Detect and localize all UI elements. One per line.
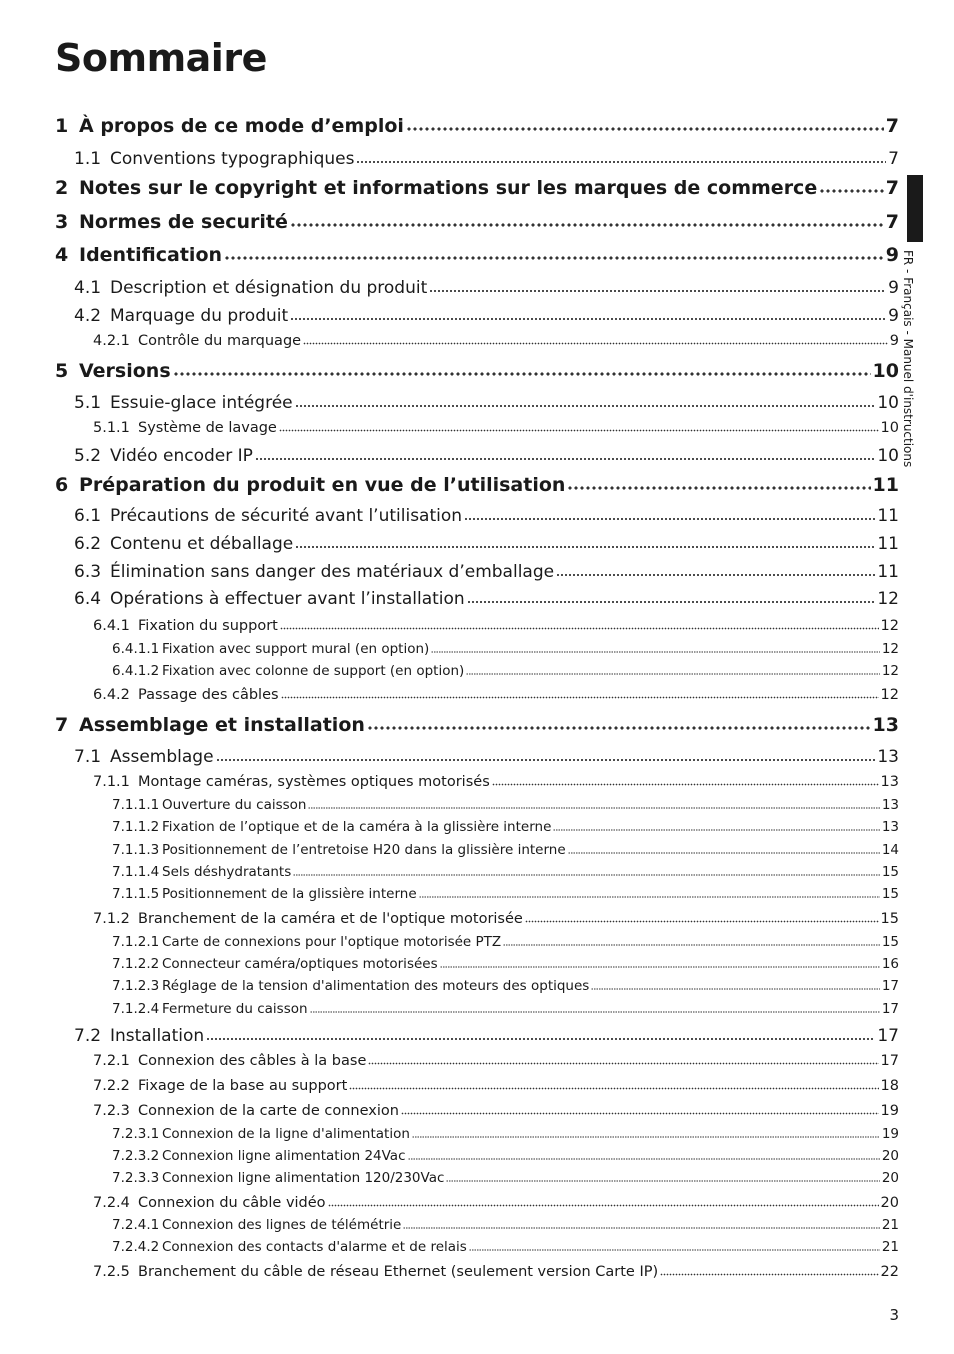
toc-entry-page: 16 — [881, 956, 899, 972]
toc-entry-number: 4.2 — [74, 306, 102, 326]
toc-entry-number: 5.2 — [74, 446, 102, 466]
toc-entry-page: 10 — [880, 420, 899, 436]
toc-dot-leader — [295, 541, 875, 549]
toc-dot-leader — [492, 780, 879, 786]
toc-entry-number: 4.2.1 — [93, 333, 130, 349]
toc-dot-leader — [467, 596, 876, 604]
toc-dot-leader — [224, 251, 884, 261]
toc-entry-number: 7.1 — [74, 747, 102, 767]
toc-entry[interactable] — [93, 1104, 899, 1119]
toc-entry[interactable] — [93, 775, 899, 790]
toc-entry-label: Préparation du produit en vue de l’utilisation — [79, 474, 566, 496]
toc-entry-page: 20 — [880, 1195, 899, 1211]
toc-entry-page: 12 — [880, 687, 899, 703]
toc-dot-leader — [419, 893, 880, 898]
side-language-label: FR - Français - Manuel d'instructions — [901, 250, 915, 468]
toc-entry-label: Essuie-glace intégrée — [110, 393, 293, 413]
toc-entry-number: 7.1.1 — [93, 774, 130, 790]
toc-dot-leader — [368, 1059, 878, 1065]
toc-entry[interactable] — [112, 980, 899, 994]
toc-entry-number: 7.1.2.1 — [112, 934, 160, 950]
toc-entry-label: Fixation de l’optique et de la caméra à la glissière interne — [162, 819, 552, 835]
toc-entry-number: 7.2.2 — [93, 1078, 130, 1094]
toc-entry-number: 7.2.3.2 — [112, 1148, 160, 1164]
toc-dot-leader — [591, 985, 879, 990]
toc-entry[interactable] — [112, 799, 899, 813]
toc-entry-label: Ouverture du caisson — [162, 797, 307, 813]
toc-entry-page: 13 — [880, 774, 899, 790]
toc-dot-leader — [290, 218, 884, 228]
toc-entry-label: Normes de securité — [79, 211, 288, 233]
toc-entry-label: Passage des câbles — [138, 687, 279, 703]
toc-entry-number: 6.3 — [74, 562, 102, 582]
toc-entry[interactable] — [55, 476, 899, 495]
toc-entry-label: Connecteur caméra/optiques motorisées — [162, 956, 438, 972]
toc-entry[interactable] — [74, 395, 899, 412]
toc-dot-leader — [303, 339, 888, 345]
toc-entry-page: 13 — [877, 747, 899, 767]
toc-entry-label: Connexion ligne alimentation 120/230Vac — [162, 1170, 445, 1186]
toc-entry-number: 7.1.1.5 — [112, 886, 160, 902]
toc-entry[interactable] — [55, 246, 899, 265]
toc-entry-page: 12 — [877, 589, 899, 609]
toc-entry-page: 17 — [881, 1001, 899, 1017]
toc-dot-leader — [401, 1109, 879, 1115]
toc-entry[interactable] — [74, 508, 899, 525]
toc-dot-leader — [367, 721, 871, 731]
toc-entry-page: 13 — [881, 797, 899, 813]
toc-entry-page: 10 — [877, 393, 899, 413]
toc-entry-label: Système de lavage — [138, 420, 277, 436]
toc-dot-leader — [293, 871, 880, 876]
toc-entry[interactable] — [93, 1265, 899, 1280]
toc-entry-page: 10 — [872, 360, 899, 382]
toc-dot-leader — [255, 453, 875, 461]
toc-entry[interactable] — [55, 213, 899, 232]
toc-entry-number: 1 — [55, 115, 69, 137]
toc-entry-label: Connexion ligne alimentation 24Vac — [162, 1148, 406, 1164]
toc-entry-number: 7.1.2.2 — [112, 956, 160, 972]
toc-entry-label: Connexion des lignes de télémétrie — [162, 1217, 402, 1233]
toc-dot-leader — [568, 849, 880, 854]
toc-entry[interactable] — [112, 888, 899, 902]
toc-dot-leader — [429, 285, 886, 293]
toc-entry-number: 5.1 — [74, 393, 102, 413]
toc-entry-page: 15 — [881, 934, 899, 950]
toc-entry-page: 9 — [889, 333, 899, 349]
toc-entry[interactable] — [55, 362, 899, 381]
toc-dot-leader — [279, 426, 879, 432]
toc-entry-page: 11 — [872, 474, 899, 496]
toc-entry-label: Branchement du câble de réseau Ethernet (seulement version Carte IP) — [138, 1264, 659, 1280]
toc-entry[interactable] — [112, 866, 899, 880]
toc-entry-number: 6.4.1.2 — [112, 663, 160, 679]
toc-dot-leader — [525, 917, 879, 923]
toc-dot-leader — [553, 826, 879, 831]
toc-entry-label: Vidéo encoder IP — [110, 446, 253, 466]
toc-entry-label: Contrôle du marquage — [138, 333, 302, 349]
toc-entry[interactable] — [112, 936, 899, 950]
toc-entry[interactable] — [112, 1172, 899, 1186]
toc-entry-page: 14 — [881, 842, 899, 858]
toc-entry-page: 21 — [881, 1239, 899, 1255]
toc-entry-label: Sels déshydratants — [162, 864, 292, 880]
toc-entry[interactable] — [112, 844, 899, 858]
toc-entry[interactable] — [74, 151, 899, 168]
toc-dot-leader — [310, 1008, 880, 1013]
toc-entry[interactable] — [74, 564, 899, 581]
toc-entry-page: 19 — [880, 1103, 899, 1119]
toc-entry-label: Branchement de la caméra et de l'optique motorisée — [138, 911, 523, 927]
toc-dot-leader — [466, 670, 880, 675]
toc-dot-leader — [412, 1133, 880, 1138]
toc-entry-label: Versions — [79, 360, 171, 382]
toc-entry[interactable] — [74, 308, 899, 325]
toc-entry-label: Connexion des contacts d'alarme et de relais — [162, 1239, 467, 1255]
toc-entry-label: Positionnement de l’entretoise H20 dans la glissière interne — [162, 842, 566, 858]
toc-dot-leader — [567, 481, 870, 491]
toc-dot-leader — [290, 313, 886, 321]
toc-entry-page: 9 — [888, 306, 899, 326]
toc-entry-number: 6.4.1 — [93, 618, 130, 634]
toc-dot-leader — [556, 569, 875, 577]
toc-entry-page: 13 — [881, 819, 899, 835]
toc-entry[interactable] — [93, 688, 899, 703]
toc-dot-leader — [349, 1084, 878, 1090]
toc-entry-page: 17 — [881, 978, 899, 994]
toc-entry-number: 2 — [55, 177, 69, 199]
toc-entry-number: 5 — [55, 360, 69, 382]
toc-entry-page: 20 — [881, 1148, 899, 1164]
toc-dot-leader — [295, 400, 876, 408]
toc-entry-number: 7.1.2.4 — [112, 1001, 160, 1017]
toc-entry[interactable] — [112, 1128, 899, 1142]
toc-entry-label: Élimination sans danger des matériaux d’emballage — [110, 562, 555, 582]
toc-entry-label: Connexion du câble vidéo — [138, 1195, 326, 1211]
toc-entry[interactable] — [93, 421, 899, 436]
toc-entry-page: 11 — [877, 562, 899, 582]
toc-dot-leader — [403, 1224, 879, 1229]
toc-entry-page: 9 — [888, 278, 899, 298]
toc-dot-leader — [469, 1246, 880, 1251]
toc-entry-number: 7.2.3 — [93, 1103, 130, 1119]
toc-entry-number: 1.1 — [74, 149, 102, 169]
toc-entry-number: 6.4.1.1 — [112, 641, 160, 657]
toc-entry-page: 18 — [880, 1078, 899, 1094]
toc-entry[interactable] — [93, 1054, 899, 1069]
toc-entry-label: Positionnement de la glissière interne — [162, 886, 417, 902]
toc-entry-number: 7.1.1.2 — [112, 819, 160, 835]
toc-entry-page: 21 — [881, 1217, 899, 1233]
toc-entry-number: 7.2.4 — [93, 1195, 130, 1211]
toc-dot-leader — [356, 156, 886, 164]
toc-entry[interactable] — [93, 1196, 899, 1211]
toc-entry[interactable] — [112, 958, 899, 972]
toc-entry-number: 6.1 — [74, 506, 102, 526]
toc-dot-leader — [408, 1155, 880, 1160]
toc-entry-number: 7.2.5 — [93, 1264, 130, 1280]
toc-entry-number: 7.2.4.2 — [112, 1239, 160, 1255]
toc-entry[interactable] — [93, 334, 899, 349]
toc-entry-label: Fixation avec colonne de support (en option) — [162, 663, 465, 679]
toc-entry[interactable] — [74, 749, 899, 766]
toc-entry-number: 3 — [55, 211, 69, 233]
toc-entry[interactable] — [74, 536, 899, 553]
toc-entry-page: 11 — [877, 534, 899, 554]
toc-dot-leader — [173, 367, 871, 377]
toc-entry[interactable] — [74, 280, 899, 297]
toc-entry-label: Conventions typographiques — [110, 149, 355, 169]
toc-entry-number: 7.2 — [74, 1026, 102, 1046]
toc-entry-number: 6.4.2 — [93, 687, 130, 703]
toc-dot-leader — [446, 1177, 879, 1182]
toc-entry-page: 12 — [881, 663, 899, 679]
toc-entry[interactable] — [74, 448, 899, 465]
toc-dot-leader — [503, 941, 880, 946]
toc-entry-number: 5.1.1 — [93, 420, 130, 436]
toc-dot-leader — [440, 963, 880, 968]
toc-entry-page: 22 — [880, 1264, 899, 1280]
toc-entry-label: Fermeture du caisson — [162, 1001, 308, 1017]
toc-entry-label: Fixage de la base au support — [138, 1078, 348, 1094]
toc-entry-label: Connexion de la carte de connexion — [138, 1103, 399, 1119]
toc-entry[interactable] — [93, 1079, 899, 1094]
toc-entry-page: 12 — [881, 641, 899, 657]
toc-entry-number: 7.1.1.3 — [112, 842, 160, 858]
toc-entry-number: 7 — [55, 714, 69, 736]
toc-entry-label: Notes sur le copyright et informations sur les marques de commerce — [79, 177, 818, 199]
toc-entry-label: Fixation du support — [138, 618, 278, 634]
toc-entry-label: Réglage de la tension d'alimentation des moteurs des optiques — [162, 978, 590, 994]
toc-entry-number: 7.2.3.3 — [112, 1170, 160, 1186]
toc-entry[interactable] — [112, 1003, 899, 1017]
toc-entry[interactable] — [93, 912, 899, 927]
toc-entry[interactable] — [93, 619, 899, 634]
toc-entry[interactable] — [74, 591, 899, 608]
toc-entry-page: 7 — [885, 177, 899, 199]
toc-dot-leader — [280, 624, 879, 630]
toc-entry-page: 15 — [880, 911, 899, 927]
toc-dot-leader — [281, 693, 879, 699]
toc-entry-page: 7 — [885, 115, 899, 137]
toc-entry-page: 20 — [881, 1170, 899, 1186]
toc-entry[interactable] — [55, 179, 899, 198]
toc-entry-label: Opérations à effectuer avant l’installation — [110, 589, 465, 609]
toc-dot-leader — [819, 184, 884, 194]
toc-entry-page: 17 — [880, 1053, 899, 1069]
toc-dot-leader — [216, 754, 876, 762]
toc-entry-label: Assemblage — [110, 747, 214, 767]
toc-entry-number: 7.2.1 — [93, 1053, 130, 1069]
toc-entry[interactable] — [55, 716, 899, 735]
toc-entry[interactable] — [74, 1028, 899, 1045]
toc-entry-number: 6.4 — [74, 589, 102, 609]
toc-dot-leader — [660, 1270, 878, 1276]
toc-entry-page: 17 — [877, 1026, 899, 1046]
toc-dot-leader — [431, 648, 880, 653]
toc-entry-label: Précautions de sécurité avant l’utilisation — [110, 506, 463, 526]
toc-dot-leader — [328, 1201, 879, 1207]
page-number: 3 — [889, 1306, 899, 1324]
toc-entry-label: Assemblage et installation — [79, 714, 365, 736]
toc-entry-label: Carte de connexions pour l'optique motorisée PTZ — [162, 934, 502, 950]
toc-entry-page: 13 — [872, 714, 899, 736]
toc-entry-page: 19 — [881, 1126, 899, 1142]
toc-entry-number: 7.1.1.1 — [112, 797, 160, 813]
toc-entry-page: 10 — [877, 446, 899, 466]
toc-entry-page: 7 — [888, 149, 899, 169]
toc-entry-page: 7 — [885, 211, 899, 233]
toc-entry-number: 4.1 — [74, 278, 102, 298]
toc-entry[interactable] — [112, 1241, 899, 1255]
toc-dot-leader — [464, 513, 875, 521]
toc-entry-label: À propos de ce mode d’emploi — [79, 115, 404, 137]
toc-entry[interactable] — [112, 643, 899, 657]
toc-entry-number: 7.1.1.4 — [112, 864, 160, 880]
toc-dot-leader — [406, 122, 884, 132]
toc-dot-leader — [308, 804, 879, 809]
toc-entry-number: 6 — [55, 474, 69, 496]
toc-entry[interactable] — [112, 1150, 899, 1164]
toc-entry[interactable] — [112, 665, 899, 679]
toc-entry-label: Installation — [110, 1026, 205, 1046]
toc-entry-label: Montage caméras, systèmes optiques motorisés — [138, 774, 490, 790]
page-title: Sommaire — [55, 36, 267, 80]
toc-entry-page: 11 — [877, 506, 899, 526]
toc-entry[interactable] — [112, 1219, 899, 1233]
toc-entry-label: Description et désignation du produit — [110, 278, 428, 298]
toc-entry-number: 7.1.2.3 — [112, 978, 160, 994]
language-tab-marker — [907, 175, 923, 242]
toc-entry-number: 7.2.3.1 — [112, 1126, 160, 1142]
toc-entry-number: 4 — [55, 244, 69, 266]
toc-entry[interactable] — [55, 117, 899, 136]
toc-entry[interactable] — [112, 821, 899, 835]
toc-entry-page: 15 — [881, 864, 899, 880]
toc-entry-label: Connexion des câbles à la base — [138, 1053, 367, 1069]
toc-entry-page: 15 — [881, 886, 899, 902]
toc-entry-number: 7.2.4.1 — [112, 1217, 160, 1233]
toc-entry-page: 12 — [880, 618, 899, 634]
toc-entry-label: Marquage du produit — [110, 306, 289, 326]
toc-entry-label: Connexion de la ligne d'alimentation — [162, 1126, 410, 1142]
toc-dot-leader — [206, 1033, 875, 1041]
toc-entry-label: Fixation avec support mural (en option) — [162, 641, 430, 657]
toc-entry-page: 9 — [885, 244, 899, 266]
toc-entry-label: Identification — [79, 244, 223, 266]
toc-entry-number: 7.1.2 — [93, 911, 130, 927]
toc-entry-number: 6.2 — [74, 534, 102, 554]
toc-entry-label: Contenu et déballage — [110, 534, 294, 554]
